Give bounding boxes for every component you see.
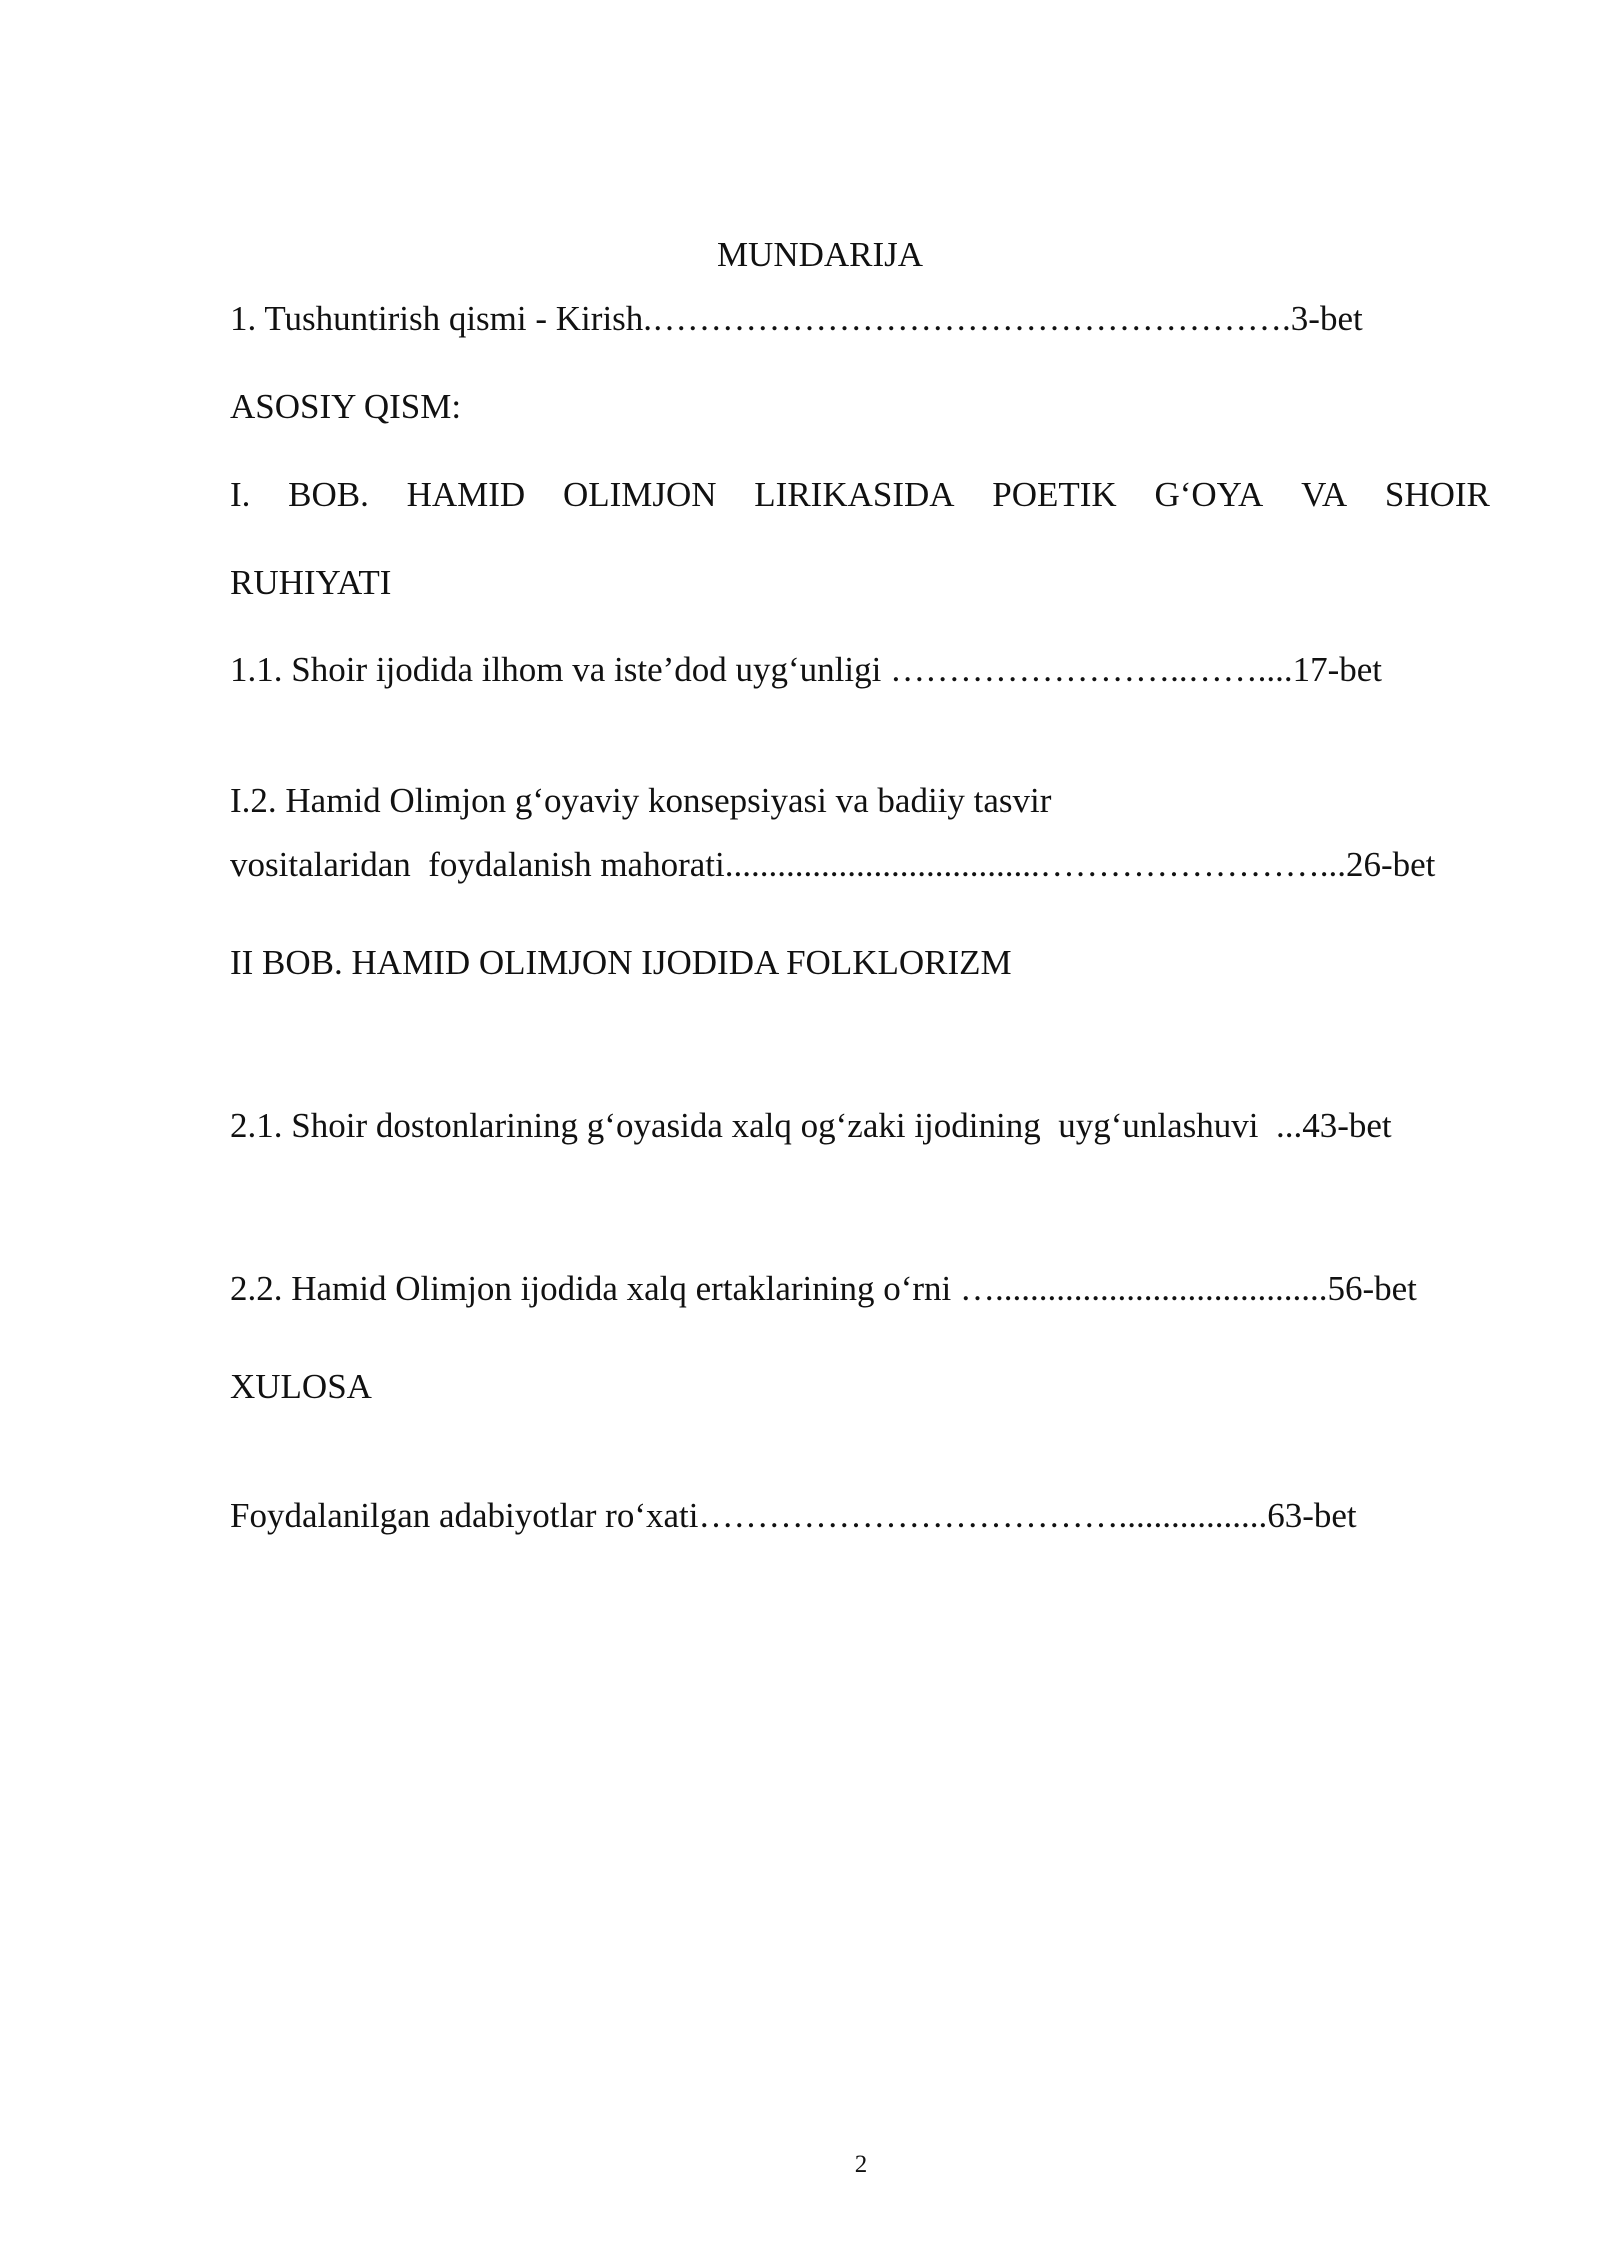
- chapter-one-word: POETIK: [992, 475, 1117, 514]
- chapter-one-word: SHOIR: [1384, 475, 1490, 514]
- chapter-one-word: I.: [230, 475, 251, 514]
- toc-heading-chapter-two: II BOB. HAMID OLIMJON IJODIDA FOLKLORIZM: [230, 943, 1012, 982]
- toc-title: MUNDARIJA: [716, 235, 924, 274]
- chapter-one-word: VA: [1301, 475, 1348, 514]
- chapter-one-word: LIRIKASIDA: [754, 475, 955, 514]
- toc-entry-2-2: 2.2. Hamid Olimjon ijodida xalq ertaklarining o‘rni …......................................56-bet: [230, 1269, 1417, 1308]
- toc-heading-chapter-one-continued: RUHIYATI: [230, 563, 392, 602]
- toc-heading-main-part: ASOSIY QISM:: [230, 387, 462, 426]
- page-number: 2: [854, 2151, 868, 2178]
- toc-entry-1-1: 1.1. Shoir ijodida ilhom va iste’dod uyg‘unligi ……………………..……....17-bet: [230, 650, 1383, 689]
- toc-entry-1-2-line-1: I.2. Hamid Olimjon g‘oyaviy konsepsiyasi va badiiy tasvir: [230, 781, 1052, 820]
- chapter-one-word: BOB.: [288, 475, 369, 514]
- toc-entry-references: Foydalanilgan adabiyotlar ro‘xati……………………………….................63-bet: [230, 1496, 1357, 1535]
- toc-heading-chapter-one: [230, 473, 1490, 517]
- chapter-one-word: G‘OYA: [1154, 475, 1264, 514]
- toc-entry-introduction: 1. Tushuntirish qismi - Kirish.……………………………………………….3-bet: [230, 299, 1363, 338]
- chapter-one-word: HAMID: [406, 475, 526, 514]
- toc-heading-conclusion: XULOSA: [230, 1367, 372, 1406]
- toc-entry-1-2-line-2: vositalaridan foydalanish mahorati....................................……………………...26-bet: [230, 845, 1436, 884]
- toc-entry-2-1: 2.1. Shoir dostonlarining g‘oyasida xalq og‘zaki ijodining uyg‘unlashuvi ...43-bet: [230, 1106, 1392, 1145]
- chapter-one-word: OLIMJON: [562, 475, 717, 514]
